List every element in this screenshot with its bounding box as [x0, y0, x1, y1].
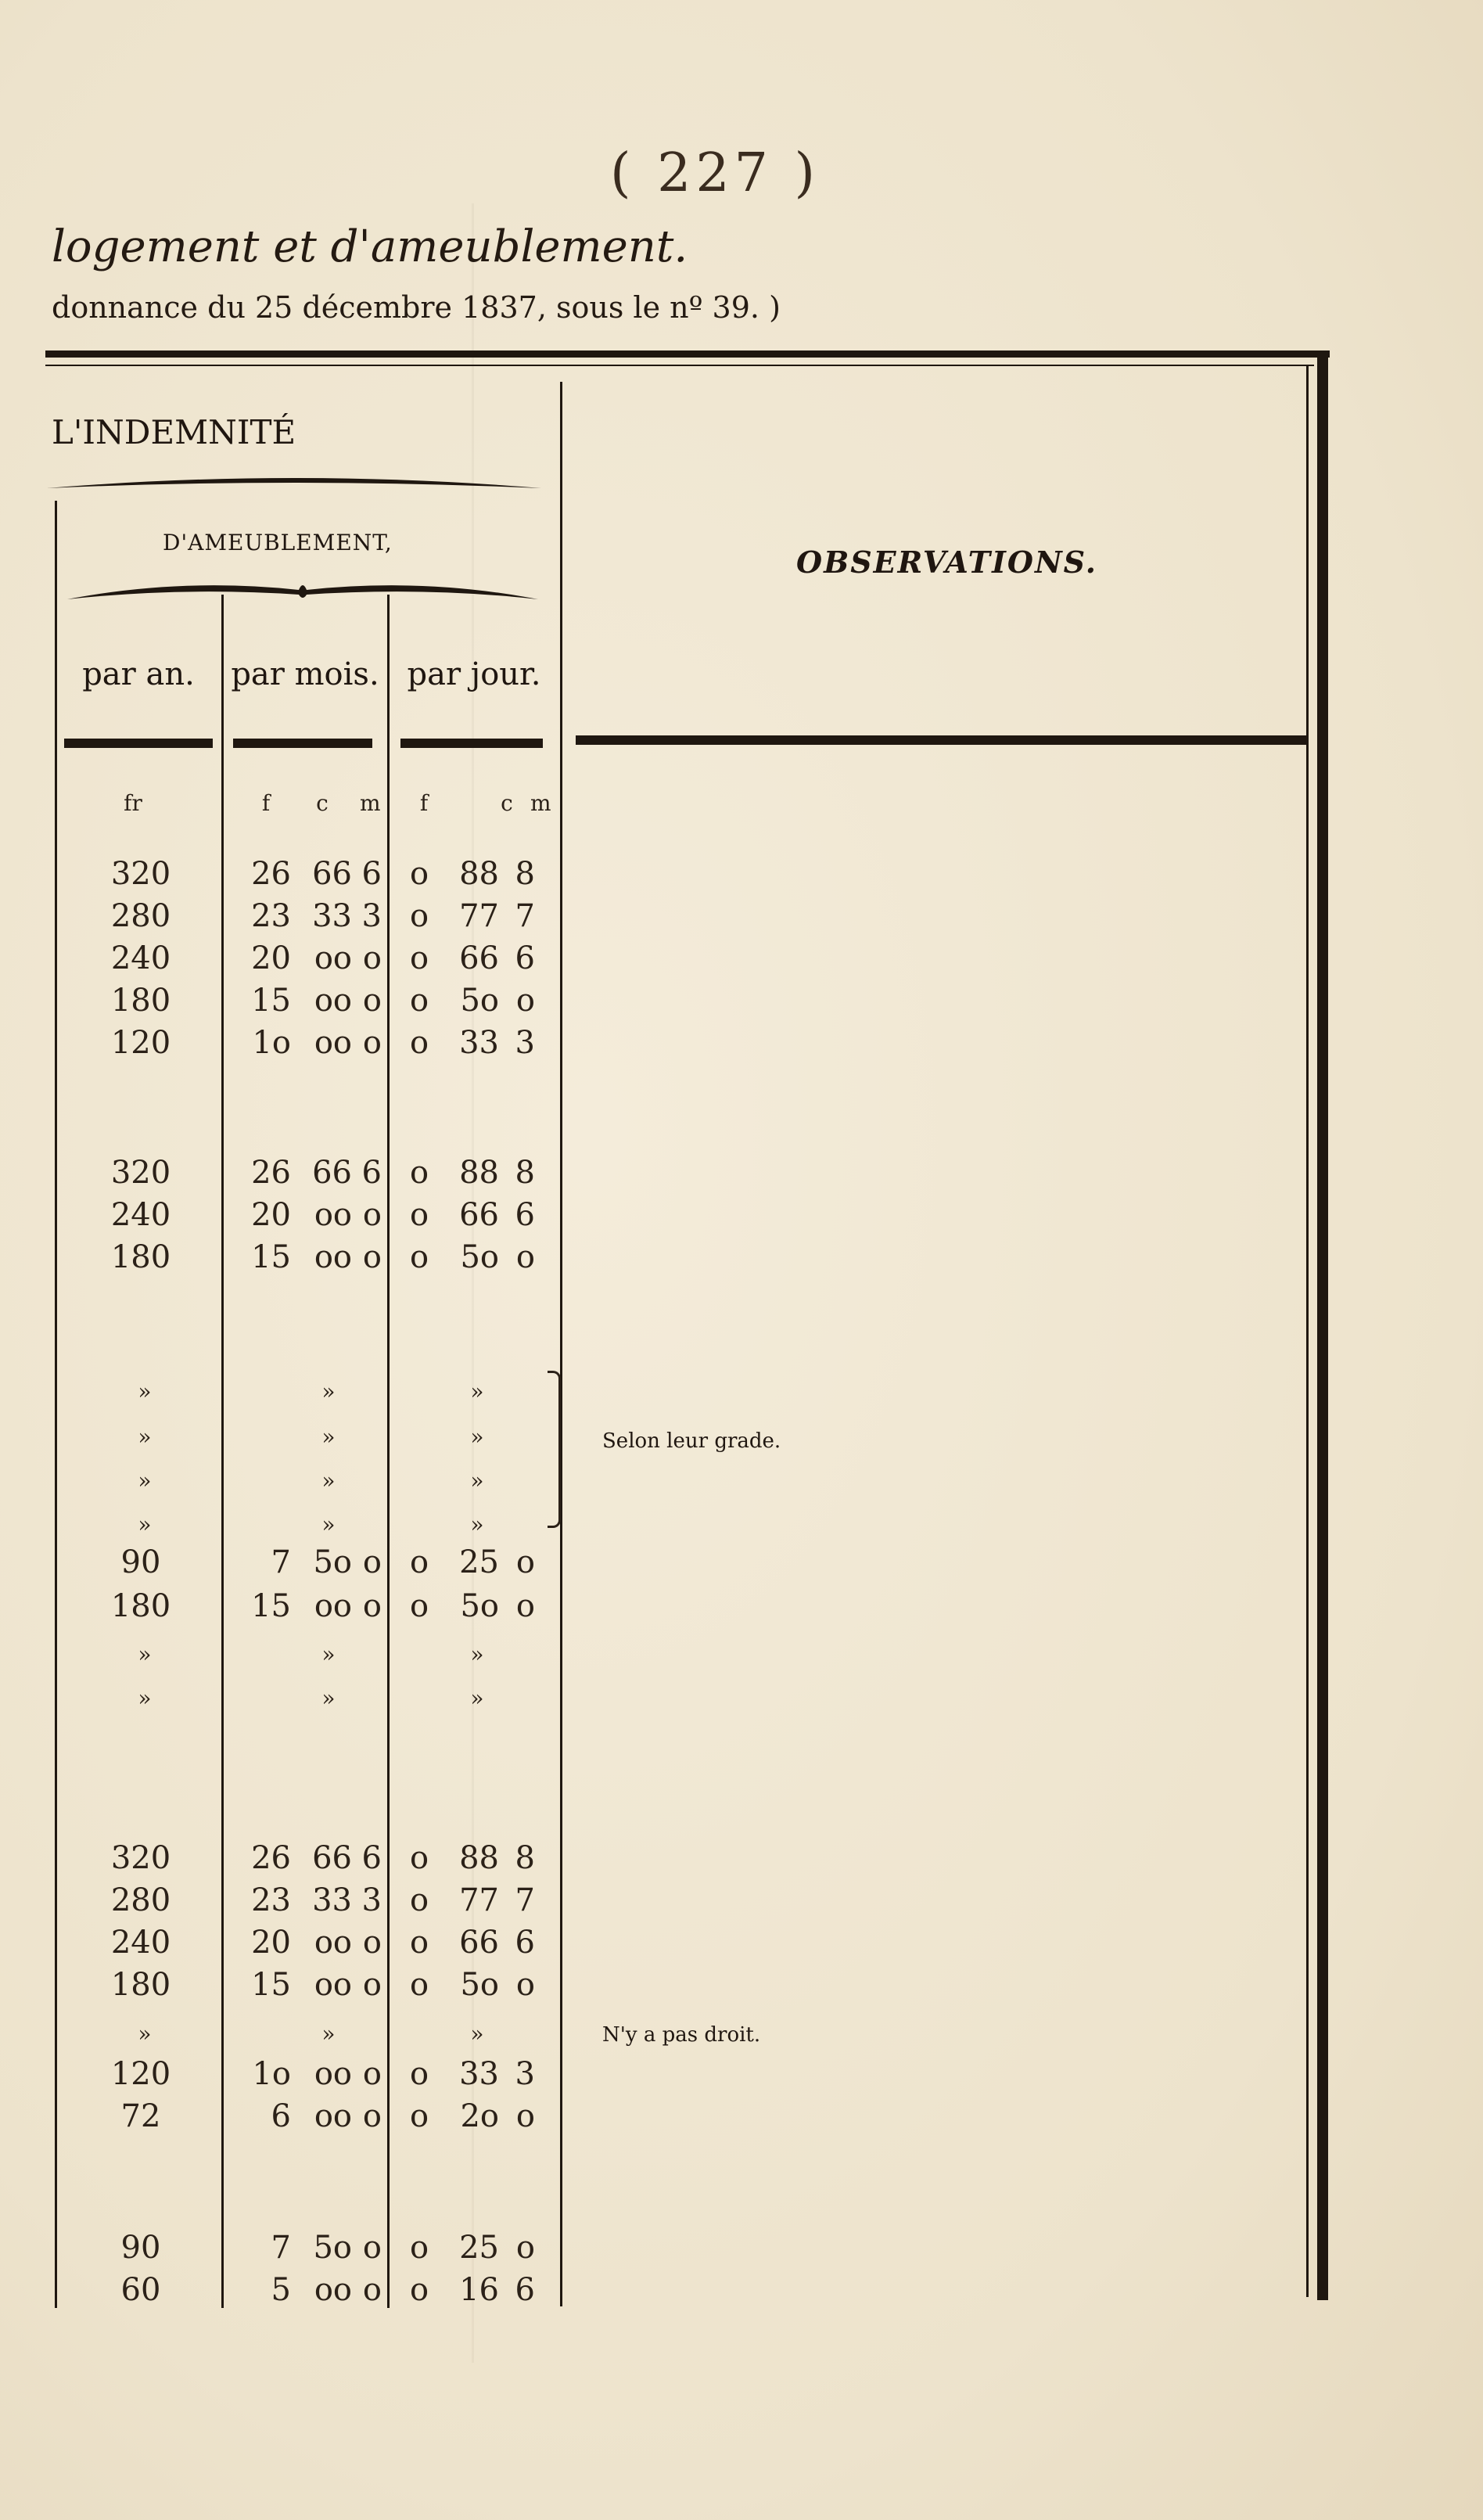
- cell-an-blank: »: [138, 1685, 152, 1711]
- unit-mois-f: f: [261, 790, 271, 816]
- cell-mois-blank: »: [321, 1641, 336, 1667]
- cell-jour-c: 77: [459, 898, 499, 934]
- cell-jour-c: 66: [459, 1197, 499, 1233]
- cell-an-blank: »: [138, 1641, 152, 1667]
- cell-jour-c: 33: [459, 1025, 499, 1061]
- cell-jour-f: o: [409, 1882, 429, 1918]
- cell-an: 180: [110, 1588, 171, 1624]
- cell-jour-blank: »: [470, 1468, 484, 1494]
- head-rule-mois: [233, 739, 372, 748]
- cell-mois-f: 20: [251, 1925, 291, 1961]
- cell-jour-c: 2o: [460, 2098, 499, 2134]
- cell-mois-c: oo: [314, 1239, 352, 1275]
- divider-mois-jour: [387, 595, 390, 2308]
- cell-mois-f: 26: [251, 1840, 291, 1876]
- brace-selon-leur-grade: [548, 1371, 561, 1528]
- cell-an: 240: [110, 940, 171, 976]
- cell-jour-m: 3: [515, 1025, 535, 1061]
- cell-mois-blank: »: [321, 2021, 336, 2047]
- cell-mois-f: 1o: [252, 2056, 291, 2092]
- cell-jour-blank: »: [470, 1424, 484, 1450]
- cell-jour-m: o: [515, 2098, 535, 2134]
- head-rule-jour: [400, 739, 543, 748]
- cell-mois-f: 15: [251, 1588, 291, 1624]
- cell-mois-m: 6: [361, 1840, 382, 1876]
- cell-mois-c: oo: [314, 940, 352, 976]
- cell-an: 72: [120, 2098, 161, 2134]
- cell-mois-f: 7: [271, 2230, 291, 2266]
- cell-an: 280: [110, 1882, 171, 1918]
- cell-jour-f: o: [409, 1197, 429, 1233]
- column-header-par-jour: par jour.: [407, 656, 541, 692]
- cell-mois-blank: »: [321, 1468, 336, 1494]
- cell-mois-f: 15: [251, 1967, 291, 2003]
- cell-mois-m: o: [362, 1197, 382, 1233]
- cell-jour-c: 77: [459, 1882, 499, 1918]
- table-top-rule: [45, 350, 1330, 358]
- cell-jour-blank: »: [470, 1379, 484, 1404]
- cell-mois-c: 33: [312, 1882, 352, 1918]
- cell-an-blank: »: [138, 1468, 152, 1494]
- cell-jour-f: o: [409, 856, 429, 892]
- cell-mois-m: 3: [361, 1882, 382, 1918]
- observation-selon-leur-grade: Selon leur grade.: [602, 1429, 781, 1453]
- cell-jour-f: o: [409, 1967, 429, 2003]
- cell-jour-f: o: [409, 1588, 429, 1624]
- cell-jour-f: o: [409, 1925, 429, 1961]
- cell-jour-blank: »: [470, 1685, 484, 1711]
- table-right-border-thin: [1306, 365, 1309, 2297]
- cell-jour-m: 8: [515, 856, 535, 892]
- table-top-rule-thin: [45, 365, 1314, 366]
- cell-mois-c: 5o: [313, 2230, 352, 2266]
- cell-jour-blank: »: [470, 2021, 484, 2047]
- cell-mois-m: o: [362, 2098, 382, 2134]
- cell-mois-m: o: [362, 1025, 382, 1061]
- bleed-through-shadow: [472, 203, 1334, 2363]
- page-number: ( 227 ): [610, 142, 820, 204]
- cell-an: 60: [120, 2272, 161, 2308]
- cell-an: 240: [110, 1197, 171, 1233]
- cell-jour-c: 5o: [460, 1967, 499, 2003]
- cell-jour-m: o: [515, 1588, 535, 1624]
- observation-ny-a-pas-droit: N'y a pas droit.: [602, 2023, 761, 2047]
- cell-jour-m: o: [515, 1967, 535, 2003]
- unit-jour-f: f: [419, 790, 429, 816]
- cell-mois-f: 5: [271, 2272, 291, 2308]
- cell-an: 180: [110, 1967, 171, 2003]
- cell-mois-c: oo: [314, 1025, 352, 1061]
- cell-mois-m: o: [362, 1239, 382, 1275]
- cell-mois-m: 6: [361, 856, 382, 892]
- cell-mois-m: o: [362, 1925, 382, 1961]
- cell-an: 90: [120, 1544, 161, 1580]
- cell-jour-m: 7: [515, 1882, 535, 1918]
- cell-jour-c: 88: [459, 1840, 499, 1876]
- cell-jour-f: o: [409, 2056, 429, 2092]
- cell-jour-blank: »: [470, 1512, 484, 1537]
- cell-mois-m: o: [362, 1544, 382, 1580]
- cell-mois-f: 15: [251, 983, 291, 1019]
- cell-jour-m: 8: [515, 1155, 535, 1191]
- cell-an: 120: [110, 2056, 171, 2092]
- cell-jour-m: o: [515, 2230, 535, 2266]
- cell-jour-c: 16: [459, 2272, 499, 2308]
- cell-jour-f: o: [409, 2230, 429, 2266]
- cell-mois-m: 6: [361, 1155, 382, 1191]
- cell-mois-m: o: [362, 2272, 382, 2308]
- cell-jour-m: 6: [515, 2272, 535, 2308]
- cell-jour-f: o: [409, 1025, 429, 1061]
- cell-mois-c: oo: [314, 2272, 352, 2308]
- cell-mois-m: o: [362, 940, 382, 976]
- cell-mois-c: oo: [314, 2056, 352, 2092]
- cell-mois-m: o: [362, 2230, 382, 2266]
- cell-jour-c: 5o: [460, 1588, 499, 1624]
- cell-mois-blank: »: [321, 1424, 336, 1450]
- cell-mois-f: 7: [271, 1544, 291, 1580]
- cell-an: 90: [120, 2230, 161, 2266]
- cell-mois-m: o: [362, 983, 382, 1019]
- cell-an-blank: »: [138, 1512, 152, 1537]
- cell-jour-f: o: [409, 940, 429, 976]
- cell-mois-f: 20: [251, 1197, 291, 1233]
- cell-mois-m: 3: [361, 898, 382, 934]
- cell-jour-f: o: [409, 2272, 429, 2308]
- cell-mois-f: 1o: [252, 1025, 291, 1061]
- cell-mois-c: oo: [314, 2098, 352, 2134]
- unit-jour-c: c: [501, 790, 513, 816]
- group-title-flourish: [44, 469, 544, 501]
- cell-mois-m: o: [362, 2056, 382, 2092]
- cell-mois-c: 66: [312, 1840, 352, 1876]
- cell-mois-f: 23: [251, 898, 291, 934]
- cell-mois-m: o: [362, 1588, 382, 1624]
- cell-jour-f: o: [409, 983, 429, 1019]
- cell-mois-blank: »: [321, 1512, 336, 1537]
- cell-jour-f: o: [409, 1239, 429, 1275]
- cell-jour-c: 5o: [460, 983, 499, 1019]
- cell-an: 180: [110, 1239, 171, 1275]
- cell-an: 180: [110, 983, 171, 1019]
- cell-jour-m: o: [515, 983, 535, 1019]
- cell-jour-c: 66: [459, 940, 499, 976]
- cell-jour-m: 6: [515, 1197, 535, 1233]
- unit-jour-m: m: [530, 790, 551, 816]
- page-subtitle: donnance du 25 décembre 1837, sous le nº 39. ): [52, 290, 781, 325]
- cell-mois-f: 15: [251, 1239, 291, 1275]
- cell-mois-c: 66: [312, 1155, 352, 1191]
- cell-mois-f: 23: [251, 1882, 291, 1918]
- cell-mois-c: oo: [314, 1197, 352, 1233]
- unit-mois-c: c: [316, 790, 329, 816]
- page-title: logement et d'ameublement.: [52, 221, 688, 272]
- head-rule-observations: [576, 735, 1308, 745]
- cell-an-blank: »: [138, 2021, 152, 2047]
- cell-an: 240: [110, 1925, 171, 1961]
- cell-an: 320: [110, 856, 171, 892]
- divider-observations: [560, 382, 562, 2306]
- cell-mois-c: oo: [314, 1925, 352, 1961]
- cell-jour-c: 33: [459, 2056, 499, 2092]
- cell-mois-f: 26: [251, 1155, 291, 1191]
- cell-jour-f: o: [409, 898, 429, 934]
- cell-mois-c: 5o: [313, 1544, 352, 1580]
- cell-mois-f: 20: [251, 940, 291, 976]
- group-title: L'INDEMNITÉ: [52, 413, 296, 451]
- cell-an-blank: »: [138, 1424, 152, 1450]
- column-header-par-mois: par mois.: [231, 656, 379, 692]
- unit-mois-m: m: [360, 790, 381, 816]
- cell-mois-f: 6: [271, 2098, 291, 2134]
- cell-mois-c: 66: [312, 856, 352, 892]
- cell-jour-c: 5o: [460, 1239, 499, 1275]
- cell-jour-m: 3: [515, 2056, 535, 2092]
- table-right-border: [1317, 350, 1328, 2300]
- cell-an-blank: »: [138, 1379, 152, 1404]
- cell-an: 280: [110, 898, 171, 934]
- cell-jour-c: 25: [459, 2230, 499, 2266]
- cell-mois-c: oo: [314, 1967, 352, 2003]
- cell-an: 120: [110, 1025, 171, 1061]
- cell-jour-m: o: [515, 1239, 535, 1275]
- head-rule-an: [64, 739, 213, 748]
- cell-jour-m: 6: [515, 940, 535, 976]
- divider-left: [55, 501, 57, 2308]
- cell-jour-f: o: [409, 1155, 429, 1191]
- cell-mois-m: o: [362, 1967, 382, 2003]
- cell-an: 320: [110, 1155, 171, 1191]
- group-subtitle-brace: [64, 576, 541, 607]
- group-subtitle: D'AMEUBLEMENT,: [163, 530, 393, 555]
- cell-jour-f: o: [409, 1840, 429, 1876]
- cell-jour-f: o: [409, 1544, 429, 1580]
- cell-mois-c: 33: [312, 898, 352, 934]
- cell-jour-c: 66: [459, 1925, 499, 1961]
- divider-an-mois: [221, 595, 224, 2308]
- cell-an: 320: [110, 1840, 171, 1876]
- unit-an: fr: [124, 790, 142, 816]
- column-header-par-an: par an.: [82, 656, 195, 692]
- cell-jour-m: o: [515, 1544, 535, 1580]
- cell-jour-c: 88: [459, 1155, 499, 1191]
- cell-jour-m: 7: [515, 898, 535, 934]
- cell-mois-c: oo: [314, 1588, 352, 1624]
- cell-mois-c: oo: [314, 983, 352, 1019]
- cell-jour-m: 8: [515, 1840, 535, 1876]
- cell-jour-blank: »: [470, 1641, 484, 1667]
- cell-jour-c: 88: [459, 856, 499, 892]
- cell-jour-m: 6: [515, 1925, 535, 1961]
- cell-mois-f: 26: [251, 856, 291, 892]
- observations-header: OBSERVATIONS.: [796, 545, 1097, 580]
- cell-jour-c: 25: [459, 1544, 499, 1580]
- cell-mois-blank: »: [321, 1685, 336, 1711]
- cell-mois-blank: »: [321, 1379, 336, 1404]
- cell-jour-f: o: [409, 2098, 429, 2134]
